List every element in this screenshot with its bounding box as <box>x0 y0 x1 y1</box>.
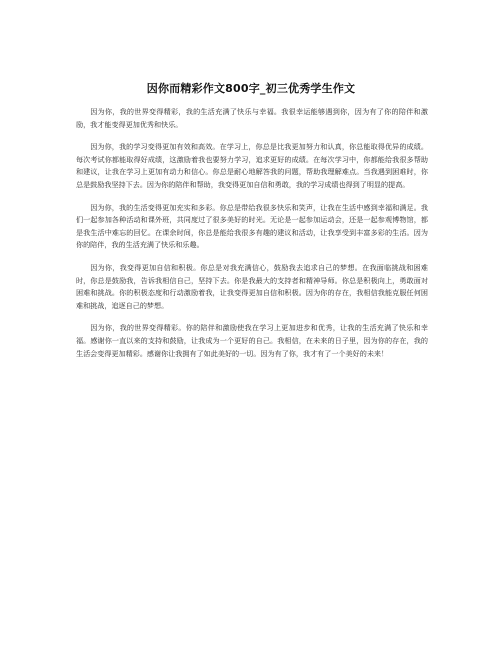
document-title: 因你而精彩作文800字_初三优秀学生作文 <box>146 82 356 95</box>
paragraph-4: 因为你，我变得更加自信和积极。你总是对我充满信心，鼓励我去追求自己的梦想。在我面临挑战和困难时，你总是鼓励我，告诉我相信自己，坚持下去。你是我最大的支持者和精神导师。你总是积极向上，勇敢面对困难和挑战。你的积极态度和行动激励着我，让我变得更加自信和积极。因为你的存在，我相信我能克服任何困难和挑战，追逐自己的梦想。 <box>76 262 428 310</box>
document-body <box>76 106 428 370</box>
paragraph-2: 因为你，我的学习变得更加有效和高效。在学习上，你总是比我更加努力和认真，你总能取得优异的成绩。每次考试你都能取得好成绩，这激励着我也要努力学习，追求更好的成绩。在每次学习中，你都能给我很多帮助和建议，让我在学习上更加有动力和信心。你总是耐心地解答我的问题，帮助我理解难点。当我遇到困难时，你总是鼓励我坚持下去。因为你的陪伴和帮助，我变得更加自信和勇敢，我的学习成绩也得到了明显的提高。 <box>76 142 428 189</box>
paragraph-3: 因为你，我的生活变得更加充实和多彩。你总是带给我很多快乐和笑声，让我在生活中感到幸福和满足。我们一起参加各种活动和课外班，共同度过了很多美好的时光。无论是一起参加运动会，还是一起参观博物馆，都是我生活中难忘的回忆。在课余时间，你总是能给我很多有趣的建议和活动，让我享受到丰富多彩的生活。因为你的陪伴，我的生活充满了快乐和乐趣。 <box>76 202 428 250</box>
paragraph-5: 因为你，我的世界变得精彩。你的陪伴和激励使我在学习上更加进步和优秀，让我的生活充满了快乐和幸福。感谢你一直以来的支持和鼓励，让我成为一个更好的自己。我相信，在未来的日子里，因为你的存在，我的生活会变得更加精彩。感谢你让我拥有了如此美好的一切。因为有了你，我才有了一个美好的未来！ <box>76 323 428 358</box>
paragraph-1: 因为你，我的世界变得精彩，我的生活充满了快乐与幸福。我很幸运能够遇到你，因为有了你的陪伴和激励，我才能变得更加优秀和快乐。 <box>76 107 428 129</box>
